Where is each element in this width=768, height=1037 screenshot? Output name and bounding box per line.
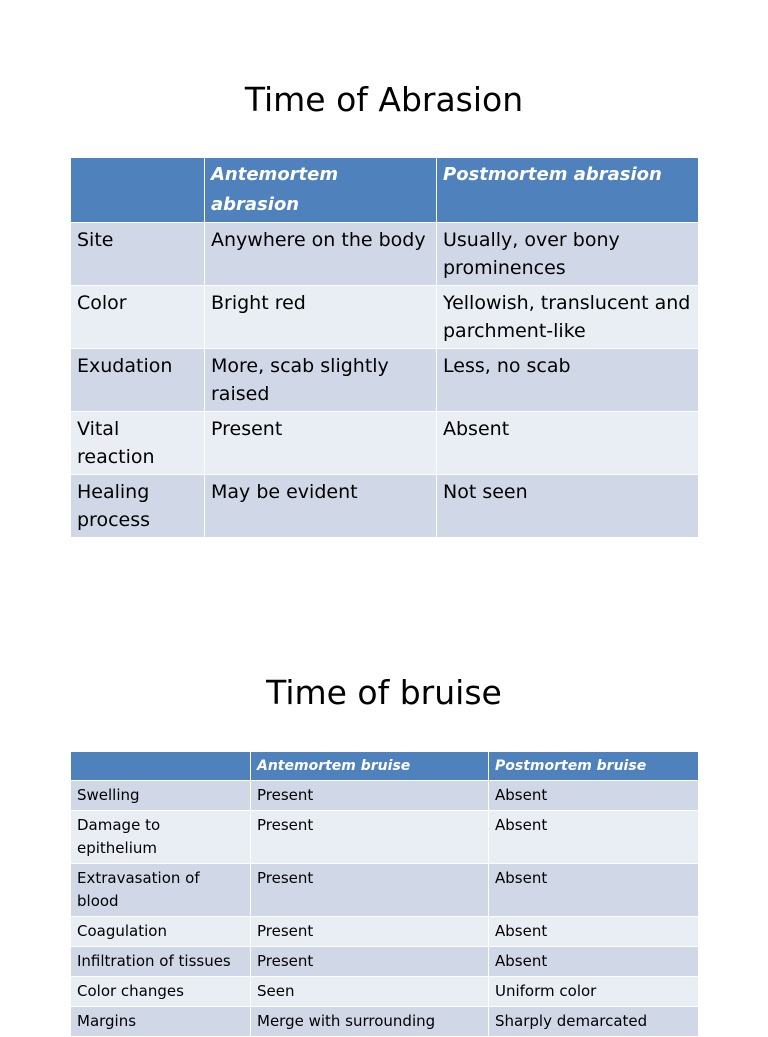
antemortem-cell: Merge with surrounding (251, 1007, 489, 1037)
postmortem-cell: Absent (489, 947, 699, 977)
table-header-row (71, 752, 699, 781)
row-label: Healing process (71, 475, 205, 538)
table-row (71, 223, 699, 286)
postmortem-cell: Not seen (437, 475, 699, 538)
row-label: Infiltration of tissues (71, 947, 251, 977)
abrasion-table (70, 157, 699, 538)
antemortem-cell: Bright red (205, 286, 437, 349)
postmortem-cell: Absent (489, 864, 699, 917)
header-cell-postmortem: Postmortem abrasion (437, 158, 699, 223)
postmortem-cell: Yellowish, translucent and parchment-like (437, 286, 699, 349)
antemortem-cell: Present (251, 864, 489, 917)
table-row (71, 412, 699, 475)
postmortem-cell: Usually, over bony prominences (437, 223, 699, 286)
postmortem-cell: Less, no scab (437, 349, 699, 412)
postmortem-cell: Sharply demarcated (489, 1007, 699, 1037)
row-label: Coagulation (71, 917, 251, 947)
row-label: Damage to epithelium (71, 811, 251, 864)
abrasion-title: Time of Abrasion (244, 80, 524, 119)
header-cell-empty (71, 158, 205, 223)
antemortem-cell: Anywhere on the body (205, 223, 437, 286)
table-row (71, 475, 699, 538)
postmortem-cell: Absent (489, 811, 699, 864)
row-label: Vital reaction (71, 412, 205, 475)
row-label: Margins (71, 1007, 251, 1037)
row-label: Site (71, 223, 205, 286)
row-label: Color (71, 286, 205, 349)
antemortem-cell: Seen (251, 977, 489, 1007)
table-row (71, 811, 699, 864)
row-label: Color changes (71, 977, 251, 1007)
antemortem-cell: More, scab slightly raised (205, 349, 437, 412)
row-label: Swelling (71, 781, 251, 811)
antemortem-cell: Present (251, 811, 489, 864)
antemortem-cell: Present (205, 412, 437, 475)
postmortem-cell: Uniform color (489, 977, 699, 1007)
antemortem-cell: Present (251, 917, 489, 947)
table-row (71, 977, 699, 1007)
header-cell-empty (71, 752, 251, 781)
header-cell-antemortem: Antemortem abrasion (205, 158, 437, 223)
row-label: Exudation (71, 349, 205, 412)
table-row (71, 1007, 699, 1037)
postmortem-cell: Absent (437, 412, 699, 475)
antemortem-cell: Present (251, 947, 489, 977)
table-row (71, 349, 699, 412)
header-cell-antemortem: Antemortem bruise (251, 752, 489, 781)
postmortem-cell: Absent (489, 781, 699, 811)
table-row (71, 286, 699, 349)
antemortem-cell: Present (251, 781, 489, 811)
table-row (71, 781, 699, 811)
table-row (71, 947, 699, 977)
header-cell-postmortem: Postmortem bruise (489, 752, 699, 781)
row-label: Extravasation of blood (71, 864, 251, 917)
antemortem-cell: May be evident (205, 475, 437, 538)
bruise-table (70, 751, 699, 1037)
bruise-title: Time of bruise (266, 673, 502, 712)
table-row (71, 864, 699, 917)
postmortem-cell: Absent (489, 917, 699, 947)
table-row (71, 917, 699, 947)
table-header-row (71, 158, 699, 223)
